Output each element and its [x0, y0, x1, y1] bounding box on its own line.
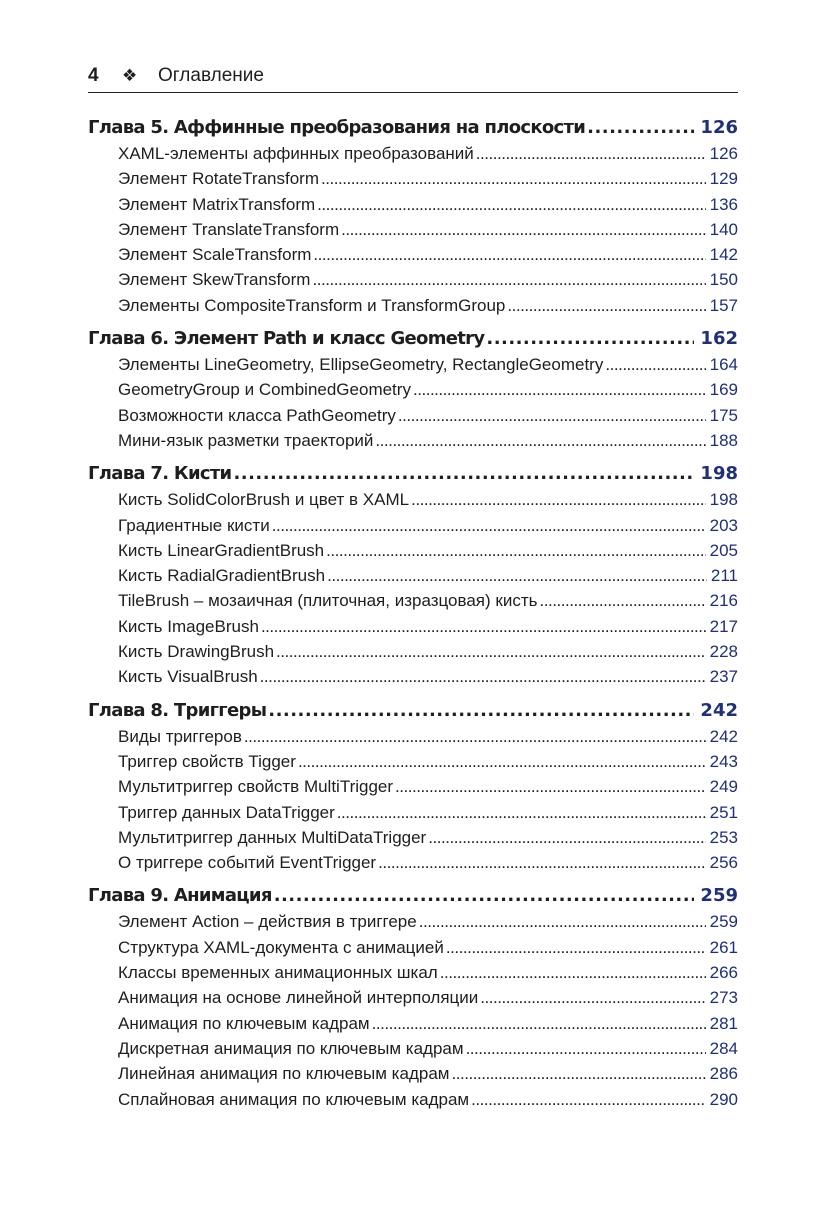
section-title: Кисть ImageBrush	[118, 616, 259, 636]
section-title: Кисть LinearGradientBrush	[118, 540, 325, 560]
toc-chapter-entry[interactable]	[88, 460, 738, 487]
section-page-number: 253	[709, 827, 738, 847]
section-title: Мультитриггер данных MultiDataTrigger	[118, 827, 427, 847]
toc-section-entry[interactable]	[88, 1087, 738, 1112]
section-title: Кисть DrawingBrush	[118, 642, 275, 662]
dot-leader	[480, 985, 705, 1010]
dot-leader	[375, 428, 705, 453]
section-title: Классы временных анимационных шкал	[118, 963, 438, 983]
toc-section-entry[interactable]	[88, 960, 738, 985]
dot-leader	[276, 639, 706, 664]
section-page-number: 281	[709, 1013, 738, 1033]
dot-leader	[244, 724, 706, 749]
section-page-number: 150	[709, 270, 738, 290]
section-page-number: 188	[709, 430, 738, 450]
section-page-number: 243	[709, 751, 738, 771]
dot-leader	[372, 1011, 706, 1036]
section-title: Мини-язык разметки траекторий	[118, 430, 374, 450]
dot-leader	[321, 166, 706, 191]
diamond-ornament-icon: ❖	[122, 66, 138, 85]
section-page-number: 164	[709, 355, 738, 375]
toc-section-entry[interactable]	[88, 141, 738, 166]
section-page-number: 198	[709, 490, 738, 510]
dot-leader	[341, 217, 706, 242]
toc-section-entry[interactable]	[88, 428, 738, 453]
toc-section-entry[interactable]	[88, 588, 738, 613]
dot-leader	[312, 267, 705, 292]
toc-section-entry[interactable]	[88, 614, 738, 639]
toc-section-entry[interactable]	[88, 1011, 738, 1036]
chapter-title: Глава 7. Кисти	[88, 463, 232, 485]
toc-section-entry[interactable]	[88, 639, 738, 664]
section-page-number: 249	[709, 777, 738, 797]
dot-leader	[378, 850, 706, 875]
toc-chapter	[88, 460, 738, 689]
table-of-contents	[88, 114, 738, 1119]
toc-section-entry[interactable]	[88, 192, 738, 217]
section-title: Градиентные кисти	[118, 515, 270, 535]
section-title: О триггере событий EventTrigger	[118, 853, 377, 873]
toc-section-entry[interactable]	[88, 825, 738, 850]
page-number: 4	[88, 65, 99, 86]
section-title: Анимация на основе линейной интерполяции	[118, 988, 479, 1008]
section-title: Элемент SkewTransform	[118, 270, 311, 290]
toc-section-entry[interactable]	[88, 563, 738, 588]
chapter-page-number: 162	[700, 328, 738, 350]
section-page-number: 211	[710, 566, 738, 586]
dot-leader	[326, 538, 705, 563]
section-page-number: 205	[709, 540, 738, 560]
chapter-title: Глава 5. Аффинные преобразования на плоскости	[88, 117, 586, 138]
dot-leader	[476, 141, 706, 166]
chapter-page-number: 126	[700, 117, 738, 138]
toc-chapter-entry[interactable]	[88, 697, 738, 724]
section-page-number: 261	[709, 937, 738, 957]
toc-section-entry[interactable]	[88, 538, 738, 563]
dot-leader	[486, 325, 694, 352]
dot-leader	[268, 697, 694, 724]
section-page-number: 203	[709, 515, 738, 535]
toc-section-entry[interactable]	[88, 293, 738, 318]
dot-leader	[261, 614, 706, 639]
section-page-number: 216	[709, 591, 738, 611]
running-header	[88, 60, 738, 93]
section-page-number: 259	[709, 912, 738, 932]
section-title: Элемент MatrixTransform	[118, 194, 316, 214]
chapter-page-number: 259	[700, 885, 738, 907]
section-title: Кисть RadialGradientBrush	[118, 566, 326, 586]
chapter-title: Глава 8. Триггеры	[88, 699, 267, 721]
section-title: Линейная анимация по ключевым кадрам	[118, 1064, 450, 1084]
section-page-number: 228	[709, 642, 738, 662]
toc-chapter-entry[interactable]	[88, 114, 738, 141]
section-page-number: 217	[709, 616, 738, 636]
toc-section-entry[interactable]	[88, 487, 738, 512]
section-page-number: 175	[709, 405, 738, 425]
toc-section-entry[interactable]	[88, 1036, 738, 1061]
chapter-title: Глава 6. Элемент Path и класс Geometry	[88, 328, 485, 350]
section-page-number: 286	[709, 1064, 738, 1084]
dot-leader	[428, 825, 705, 850]
dot-leader	[274, 882, 695, 909]
section-title: Сплайновая анимация по ключевым кадрам	[118, 1089, 470, 1109]
section-title: Элемент TranslateTransform	[118, 219, 340, 239]
dot-leader	[272, 513, 706, 538]
section-page-number: 136	[709, 194, 738, 214]
dot-leader	[440, 960, 706, 985]
section-page-number: 273	[709, 988, 738, 1008]
dot-leader	[605, 352, 705, 377]
toc-section-entry[interactable]	[88, 985, 738, 1010]
dot-leader	[539, 588, 705, 613]
dot-leader	[395, 774, 706, 799]
dot-leader	[466, 1036, 706, 1061]
toc-section-entry[interactable]	[88, 749, 738, 774]
chapter-page-number: 198	[700, 463, 738, 485]
dot-leader	[411, 487, 706, 512]
toc-section-entry[interactable]	[88, 166, 738, 191]
dot-leader	[317, 192, 705, 217]
section-title: Элементы CompositeTransform и TransformGroup	[118, 295, 506, 315]
section-title: Триггер свойств Tigger	[118, 751, 296, 771]
dot-leader	[327, 563, 707, 588]
section-page-number: 256	[709, 853, 738, 873]
section-title: Структура XAML-документа с анимацией	[118, 937, 444, 957]
toc-section-entry[interactable]	[88, 774, 738, 799]
section-page-number: 284	[709, 1038, 738, 1058]
chapter-page-number: 242	[700, 699, 738, 721]
toc-section-entry[interactable]	[88, 850, 738, 875]
section-page-number: 142	[709, 245, 738, 265]
dot-leader	[233, 460, 694, 487]
section-page-number: 126	[709, 144, 738, 163]
toc-section-entry[interactable]	[88, 664, 738, 689]
dot-leader	[587, 114, 694, 141]
toc-section-entry[interactable]	[88, 403, 738, 428]
section-title: Виды триггеров	[118, 726, 242, 746]
dot-leader	[446, 935, 706, 960]
section-title: Дискретная анимация по ключевым кадрам	[118, 1038, 464, 1058]
section-title: Триггер данных DataTrigger	[118, 802, 335, 822]
toc-section-entry[interactable]	[88, 1061, 738, 1086]
toc-section-entry[interactable]	[88, 242, 738, 267]
dot-leader	[413, 377, 706, 402]
section-page-number: 266	[709, 963, 738, 983]
dot-leader	[451, 1061, 705, 1086]
section-page-number: 251	[709, 802, 738, 822]
toc-section-entry[interactable]	[88, 935, 738, 960]
header-title: Оглавление	[158, 65, 264, 86]
toc-chapter	[88, 114, 738, 318]
section-title: Элемент RotateTransform	[118, 169, 319, 189]
toc-section-entry[interactable]	[88, 267, 738, 292]
section-page-number: 290	[709, 1089, 738, 1109]
toc-chapter	[88, 882, 738, 1111]
section-title: Кисть VisualBrush	[118, 667, 258, 687]
toc-chapter	[88, 697, 738, 876]
toc-section-entry[interactable]	[88, 724, 738, 749]
section-title: Элемент ScaleTransform	[118, 245, 312, 265]
section-title: XAML-элементы аффинных преобразований	[118, 144, 474, 163]
section-page-number: 169	[709, 380, 738, 400]
toc-section-entry[interactable]	[88, 377, 738, 402]
toc-section-entry[interactable]	[88, 352, 738, 377]
toc-section-entry[interactable]	[88, 217, 738, 242]
toc-chapter	[88, 325, 738, 453]
section-title: Мультитриггер свойств MultiTrigger	[118, 777, 394, 797]
toc-chapter-entry[interactable]	[88, 882, 738, 909]
toc-section-entry[interactable]	[88, 800, 738, 825]
dot-leader	[419, 909, 706, 934]
dot-leader	[313, 242, 705, 267]
dot-leader	[471, 1087, 706, 1112]
section-title: GeometryGroup и CombinedGeometry	[118, 380, 411, 400]
section-page-number: 140	[709, 219, 738, 239]
toc-section-entry[interactable]	[88, 513, 738, 538]
section-page-number: 129	[709, 169, 738, 189]
section-title: Анимация по ключевым кадрам	[118, 1013, 370, 1033]
section-page-number: 237	[709, 667, 738, 687]
section-title: Элемент Action – действия в триггере	[118, 912, 417, 932]
dot-leader	[507, 293, 705, 318]
dot-leader	[298, 749, 706, 774]
section-title: TileBrush – мозаичная (плиточная, изразцовая) кисть	[118, 591, 538, 611]
dot-leader	[337, 800, 706, 825]
section-title: Возможности класса PathGeometry	[118, 405, 396, 425]
toc-section-entry[interactable]	[88, 909, 738, 934]
section-page-number: 157	[709, 295, 738, 315]
dot-leader	[398, 403, 706, 428]
section-title: Элементы LineGeometry, EllipseGeometry, RectangleGeometry	[118, 355, 604, 375]
toc-chapter-entry[interactable]	[88, 325, 738, 352]
chapter-title: Глава 9. Анимация	[88, 885, 272, 907]
section-page-number: 242	[709, 726, 738, 746]
section-title: Кисть SolidColorBrush и цвет в XAML	[118, 490, 410, 510]
dot-leader	[260, 664, 706, 689]
